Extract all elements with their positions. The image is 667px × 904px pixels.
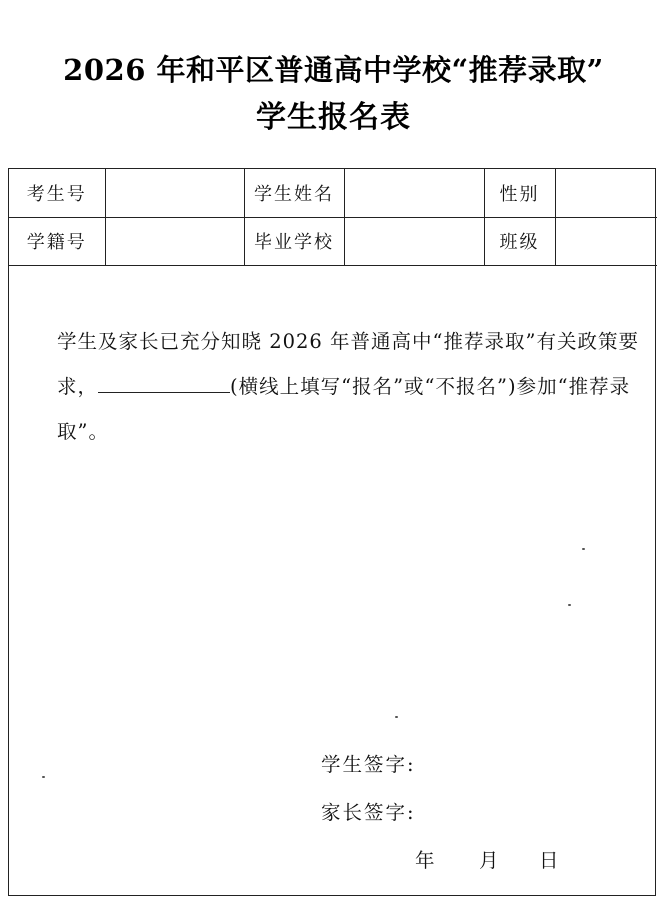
table-row [9, 169, 657, 217]
student-signature-label: 学生签字: [321, 753, 416, 776]
student-info-table [9, 169, 657, 266]
statement-text-part1: 学生及家长已充分知晓 2026 年普通高中“推荐录取”有关政策要求， [57, 330, 639, 398]
scan-speck [395, 716, 398, 718]
gender-field[interactable] [555, 169, 657, 217]
scan-speck [582, 548, 585, 550]
table-row [9, 217, 657, 265]
school-label: 毕业学校 [244, 217, 344, 265]
school-field[interactable] [344, 217, 484, 265]
date-year-label: 年 [415, 849, 435, 872]
exam-number-field[interactable] [105, 169, 244, 217]
exam-number-label: 考生号 [9, 169, 105, 217]
form-title-line1: 2026 年和平区普通高中学校“推荐录取” [63, 53, 604, 87]
parent-signature-label: 家长签字: [321, 801, 416, 824]
form-title-line2: 学生报名表 [256, 100, 411, 135]
registration-form [8, 168, 656, 896]
class-field[interactable] [555, 217, 657, 265]
date-day-label: 日 [539, 849, 559, 872]
student-name-label: 学生姓名 [244, 169, 344, 217]
register-choice-blank[interactable] [98, 370, 230, 393]
date-month-label: 月 [479, 849, 499, 872]
statement-text-part2: (横线上填写“报名”或“不报名”)参加“推荐录取”。 [57, 375, 631, 443]
class-label: 班级 [484, 217, 555, 265]
student-id-field[interactable] [105, 217, 244, 265]
student-id-label: 学籍号 [9, 217, 105, 265]
scan-speck [568, 604, 571, 606]
gender-label: 性别 [484, 169, 555, 217]
scan-speck [42, 776, 45, 778]
consent-statement [17, 319, 649, 454]
student-name-field[interactable] [344, 169, 484, 217]
